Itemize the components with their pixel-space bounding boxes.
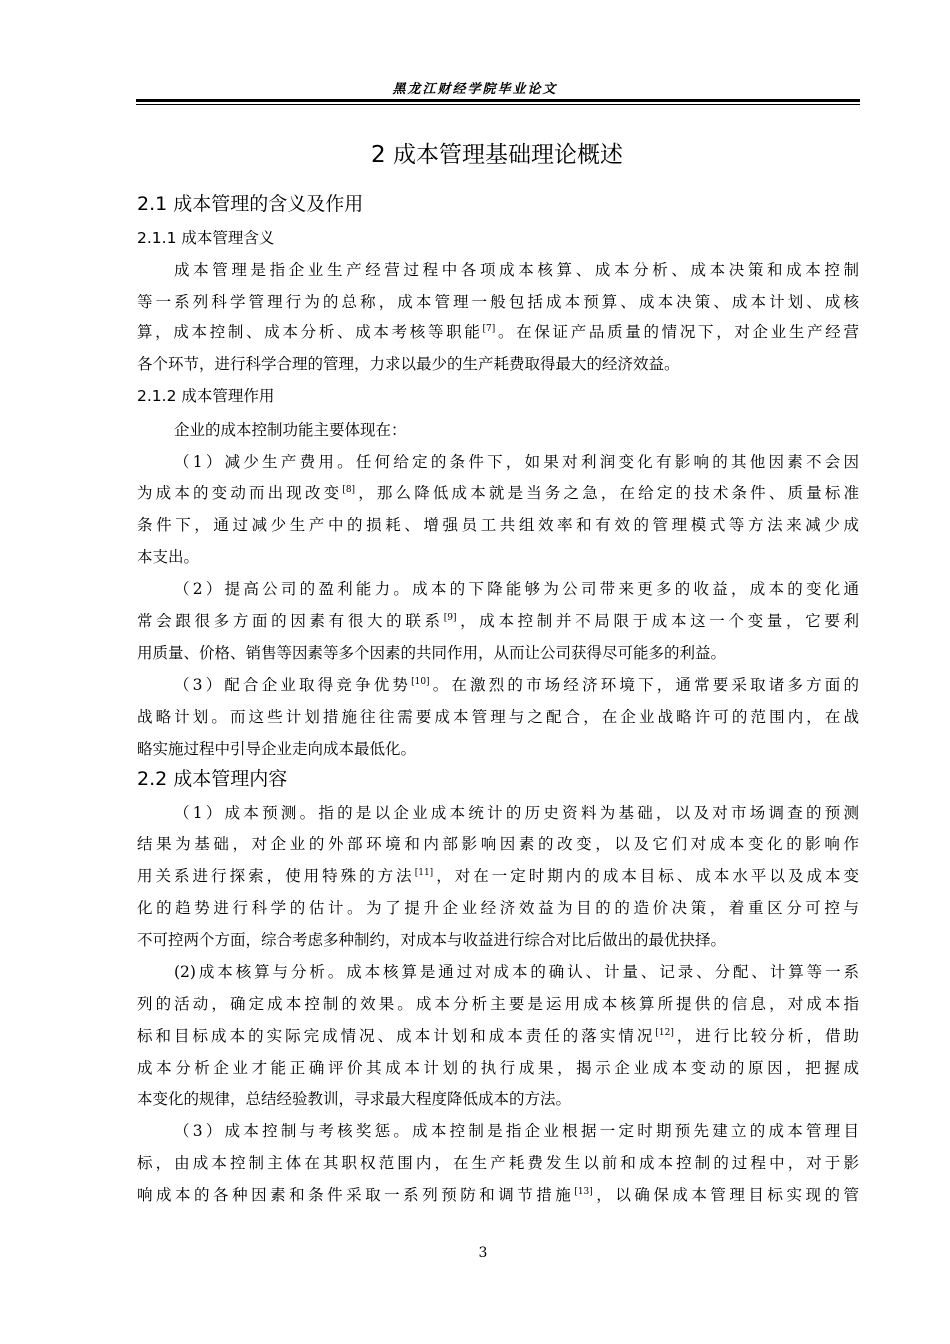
body-text: ，对在一定时期内的成本目标、成本水平以及成本变 bbox=[433, 867, 859, 885]
body-line: 列的活动，确定成本控制的效果。成本分析主要是运用成本核算所提供的信息，对成本指 bbox=[137, 995, 859, 1013]
body-line: （1）成本预测。指的是以企业成本统计的历史资料为基础，以及对市场调查的预测 bbox=[174, 804, 859, 822]
body-line: 战略计划。而这些计划措施往往需要成本管理与之配合，在企业战略许可的范围内，在战 bbox=[137, 708, 859, 726]
page-header-title: 黑龙江财经学院毕业论文 bbox=[392, 82, 558, 97]
body-line: （1）减少生产费用。任何给定的条件下，如果对利润变化有影响的其他因素不会因 bbox=[174, 453, 859, 471]
body-text: ，那么降低成本就是当务之急，在给定的技术条件、质量标准 bbox=[355, 484, 859, 502]
body-line bbox=[137, 481, 859, 503]
body-line: 成本分析企业才能正确评价其成本计划的执行成果，揭示企业成本变动的原因，把握成 bbox=[137, 1059, 859, 1077]
section-2-1-heading: 2.1 成本管理的含义及作用 bbox=[137, 193, 364, 215]
body-line: （3）成本控制与考核奖惩。成本控制是指企业根据一定时期预先建立的成本管理目 bbox=[174, 1122, 859, 1140]
body-line: 本变化的规律，总结经验教训，寻求最大程度降低成本的方法。 bbox=[137, 1090, 572, 1108]
body-line: 用质量、价格、销售等因素等多个因素的共同作用，从而让公司获得尽可能多的利益。 bbox=[137, 644, 727, 662]
body-line: 本支出。 bbox=[137, 548, 200, 566]
body-line: （2）提高公司的盈利能力。成本的下降能够为公司带来更多的收益，成本的变化通 bbox=[174, 580, 859, 598]
body-line: 不可控两个方面，综合考虑多种制约，对成本与收益进行综合对比后做出的最优抉择。 bbox=[137, 931, 727, 949]
body-text: 用关系进行探索，使用特殊的方法 bbox=[137, 867, 415, 885]
body-line bbox=[137, 609, 859, 631]
chapter-title: 2 成本管理基础理论概述 bbox=[371, 142, 623, 168]
section-2-2-heading: 2.2 成本管理内容 bbox=[137, 768, 288, 790]
body-line: 化的趋势进行科学的估计。为了提升企业经济效益为目的的造价决策，着重区分可控与 bbox=[137, 899, 859, 917]
body-text: 常会跟很多方面的因素有很大的联系 bbox=[137, 612, 444, 630]
body-text: ，进行比较分析，借助 bbox=[673, 1027, 859, 1045]
body-text: 标和目标成本的实际完成情况、成本计划和成本责任的落实情况 bbox=[137, 1027, 656, 1045]
body-line bbox=[137, 1024, 859, 1046]
body-line: 略实施过程中引导企业走向成本最低化。 bbox=[137, 740, 417, 758]
body-text: 。在激烈的市场经济环境下，通常要采取诸多方面的 bbox=[429, 676, 859, 694]
header-rule-thick bbox=[136, 99, 860, 102]
body-text: （3）配合企业取得竞争优势 bbox=[174, 676, 412, 694]
body-line: 各个环节，进行科学合理的管理，力求以最少的生产耗费取得最大的经济效益。 bbox=[137, 355, 680, 373]
body-line: (2)成本核算与分析。成本核算是通过对成本的确认、计量、记录、分配、计算等一系 bbox=[174, 963, 859, 981]
body-line: 标，由成本控制主体在其职权范围内，在生产耗费发生以前和成本控制的过程中，对于影 bbox=[137, 1154, 859, 1172]
page-number: 3 bbox=[478, 1245, 488, 1261]
citation-ref: [13] bbox=[574, 1187, 593, 1197]
citation-ref: [10] bbox=[411, 677, 430, 687]
header-rule-thin bbox=[136, 104, 860, 105]
body-line: 成本管理是指企业生产经营过程中各项成本核算、成本分析、成本决策和成本控制 bbox=[174, 261, 859, 279]
body-line bbox=[137, 320, 859, 342]
body-text: ，以确保成本管理目标实现的管 bbox=[592, 1186, 859, 1204]
body-line: 等一系列科学管理行为的总称，成本管理一般包括成本预算、成本决策、成本计划、成核 bbox=[137, 293, 859, 311]
body-line bbox=[137, 1183, 859, 1205]
citation-ref: [11] bbox=[414, 868, 434, 878]
citation-ref: [12] bbox=[655, 1028, 674, 1038]
citation-ref: [7] bbox=[482, 324, 496, 334]
body-line: 条件下，通过减少生产中的损耗、增强员工共组效率和有效的管理模式等方法来减少成 bbox=[137, 516, 859, 534]
body-text: 算，成本控制、成本分析、成本考核等职能 bbox=[137, 323, 483, 341]
body-line: 企业的成本控制功能主要体现在： bbox=[174, 421, 407, 439]
citation-ref: [9] bbox=[443, 613, 457, 623]
section-2-1-1-heading: 2.1.1 成本管理含义 bbox=[137, 229, 275, 247]
body-line bbox=[174, 673, 859, 695]
body-text: 。在保证产品质量的情况下，对企业生产经营 bbox=[495, 323, 859, 341]
body-text: ，成本控制并不局限于成本这一个变量，它要利 bbox=[456, 612, 859, 630]
body-line bbox=[137, 864, 859, 886]
citation-ref: [8] bbox=[342, 485, 356, 495]
body-line: 结果为基础，对企业的外部环境和内部影响因素的改变，以及它们对成本变化的影响作 bbox=[137, 835, 859, 853]
section-2-1-2-heading: 2.1.2 成本管理作用 bbox=[137, 387, 275, 405]
body-text: 为成本的变动而出现改变 bbox=[137, 484, 343, 502]
body-text: 响成本的各种因素和条件采取一系列预防和调节措施 bbox=[137, 1186, 575, 1204]
